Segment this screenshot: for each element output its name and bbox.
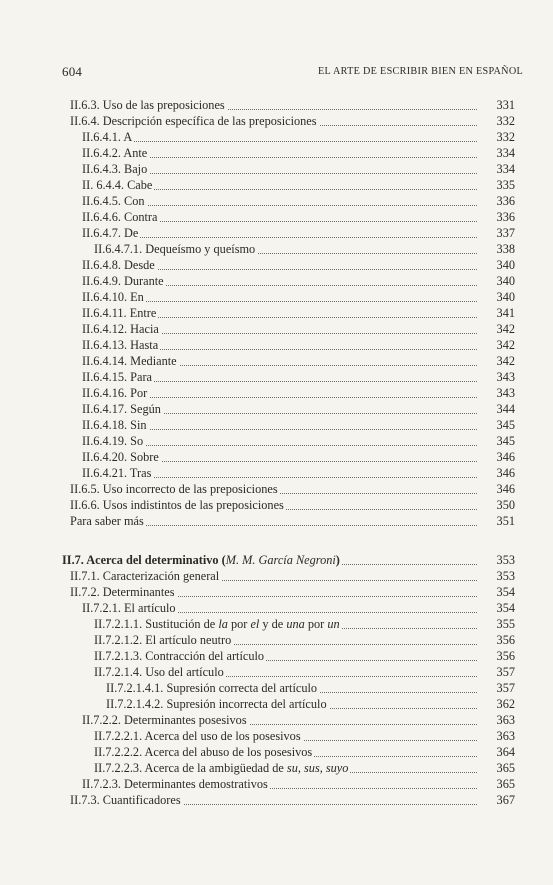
toc-entry-title: II.7.2.2.1. Acerca del uso de los posesivos <box>94 729 301 743</box>
toc-entry-title: II.7.2. Determinantes <box>70 585 175 599</box>
toc-entry-page: 345 <box>496 418 515 432</box>
toc-entry-page: 363 <box>496 729 515 743</box>
toc-entry <box>0 337 553 353</box>
toc-entry-title-italic: el <box>250 617 260 631</box>
toc-entry-title: II.7.3. Cuantificadores <box>70 793 181 807</box>
toc-entry <box>0 632 553 648</box>
toc-entry-page: 335 <box>496 178 515 192</box>
toc-entry-title: II.6.4.1. A <box>82 130 133 144</box>
toc-entry <box>0 584 553 600</box>
toc-entry-title-italic: M. M. García Negroni <box>225 553 336 567</box>
toc-entry-title: Para saber más <box>70 514 144 528</box>
toc-entry-title: II.6.4.6. Contra <box>82 210 158 224</box>
toc-entry-title <box>94 616 342 632</box>
toc-entry <box>0 792 553 808</box>
toc-entry <box>0 465 553 481</box>
toc-entry <box>0 145 553 161</box>
toc-entry-title-italic: la <box>218 617 228 631</box>
toc-entry-page: 367 <box>496 793 515 807</box>
toc-entry-page: 342 <box>496 354 515 368</box>
toc-entry <box>0 481 553 497</box>
toc-entry-page: 336 <box>496 194 515 208</box>
toc-entry-title: II.7.2.1.2. El artículo neutro <box>94 633 232 647</box>
toc-entry-title <box>94 760 350 776</box>
toc-entry <box>0 600 553 616</box>
toc-entry <box>0 305 553 321</box>
toc-entry-title: II.6.4.11. Entre <box>82 306 157 320</box>
toc-entry-title-part: II.7.2.1.1. Sustitución de <box>94 617 219 631</box>
toc-entry-page: 344 <box>496 402 515 416</box>
toc-entry-title: II.6.4.3. Bajo <box>82 162 148 176</box>
toc-entry-page: 364 <box>496 745 515 759</box>
toc-entry-title: II.7.2.1.4.2. Supresión incorrecta del artículo <box>106 697 327 711</box>
toc-entry-title: II. 6.4.4. Cabe <box>82 178 153 192</box>
toc-entry-title: II.6.4.8. Desde <box>82 258 155 272</box>
toc-entry <box>0 353 553 369</box>
toc-entry <box>0 449 553 465</box>
toc-entry-page: 346 <box>496 466 515 480</box>
toc-entry-page: 351 <box>496 514 515 528</box>
toc-entry-title: II.6.4.2. Ante <box>82 146 148 160</box>
toc-entry <box>0 616 553 632</box>
toc-entry-title: II.6.4.15. Para <box>82 370 153 384</box>
toc-entry-page: 354 <box>496 601 515 615</box>
toc-entry <box>0 648 553 664</box>
toc-entry-title: II.7.2.1.3. Contracción del artículo <box>94 649 265 663</box>
toc-entry-title: II.7.2.3. Determinantes demostrativos <box>82 777 268 791</box>
toc-entry-title: II.6.4.12. Hacia <box>82 322 159 336</box>
toc-entry <box>0 417 553 433</box>
toc-entry <box>0 257 553 273</box>
toc-entry-page: 331 <box>496 98 515 112</box>
toc-entry-title-part: II.7.2.2.3. Acerca de la ambigüedad de <box>94 761 287 775</box>
toc-entry <box>0 129 553 145</box>
toc-entry-page: 355 <box>496 617 515 631</box>
toc-entry-title: II.6.4.17. Según <box>82 402 161 416</box>
toc-entry-title-italic: su, sus, suyo <box>286 761 349 775</box>
toc-entry-page: 337 <box>496 226 515 240</box>
toc-entry-page: 357 <box>496 681 515 695</box>
toc-entry-title: II.7.2.1. El artículo <box>82 601 176 615</box>
toc-entry-title: II.7.1. Caracterización general <box>70 569 220 583</box>
toc-entry <box>0 552 553 568</box>
toc-entry-page: 346 <box>496 482 515 496</box>
toc-entry-title-part: II.7. Acerca del determinativo ( <box>62 553 226 567</box>
toc-entry-page: 343 <box>496 386 515 400</box>
toc-entry <box>0 209 553 225</box>
toc-entry-page: 353 <box>496 553 515 567</box>
toc-entry-page: 343 <box>496 370 515 384</box>
toc-entry-title: II.6.4.13. Hasta <box>82 338 159 352</box>
toc-entry <box>0 401 553 417</box>
toc-entry <box>0 696 553 712</box>
toc-entry <box>0 513 553 529</box>
toc-entry <box>0 728 553 744</box>
toc-entry-title <box>62 552 342 568</box>
dot-leader <box>82 141 477 142</box>
running-head: EL ARTE DE ESCRIBIR BIEN EN ESPAÑOL <box>318 66 523 77</box>
toc-entry-title: II.6.4.7.1. Dequeísmo y queísmo <box>94 242 256 256</box>
toc-entry-title: II.6.6. Usos indistintos de las preposiciones <box>70 498 284 512</box>
toc-entry <box>0 433 553 449</box>
toc-entry <box>0 161 553 177</box>
toc-entry-title: II.7.2.2.2. Acerca del abuso de los posesivos <box>94 745 313 759</box>
toc-entry-title-part: y de <box>259 617 287 631</box>
toc-entry-title: II.6.4.18. Sin <box>82 418 147 432</box>
toc-entry-page: 365 <box>496 777 515 791</box>
toc-entry <box>0 321 553 337</box>
toc-entry <box>0 664 553 680</box>
toc-entry-title: II.7.2.1.4. Uso del artículo <box>94 665 224 679</box>
toc-entry-title: II.6.4.20. Sobre <box>82 450 159 464</box>
dot-leader <box>82 237 477 238</box>
toc-entry-page: 334 <box>496 162 515 176</box>
toc-entry-title: II.7.2.2. Determinantes posesivos <box>82 713 247 727</box>
toc-entry <box>0 273 553 289</box>
toc-entry <box>0 193 553 209</box>
toc-entry <box>0 225 553 241</box>
toc-entry <box>0 712 553 728</box>
toc-entry <box>0 289 553 305</box>
toc-entry-title-part: por <box>227 617 251 631</box>
toc-entry <box>0 97 553 113</box>
toc-entry-title: II.7.2.1.4.1. Supresión correcta del artículo <box>106 681 318 695</box>
toc-entry-page: 353 <box>496 569 515 583</box>
toc-entry-page: 356 <box>496 633 515 647</box>
toc-entry <box>0 241 553 257</box>
toc-entry-page: 350 <box>496 498 515 512</box>
toc-entry-title: II.6.3. Uso de las preposiciones <box>70 98 225 112</box>
toc-entry-page: 332 <box>496 114 515 128</box>
toc-entry-page: 354 <box>496 585 515 599</box>
toc-entry-page: 346 <box>496 450 515 464</box>
toc-entry-title: II.6.4.9. Durante <box>82 274 164 288</box>
toc-entry-title: II.6.4. Descripción específica de las preposiciones <box>70 114 317 128</box>
toc-entry-page: 334 <box>496 146 515 160</box>
toc-entry-page: 362 <box>496 697 515 711</box>
toc-entry <box>0 568 553 584</box>
toc-entry-title: II.6.4.7. De <box>82 226 139 240</box>
toc-entry-page: 341 <box>496 306 515 320</box>
toc-entry-page: 357 <box>496 665 515 679</box>
toc-entry-title: II.6.4.19. So <box>82 434 144 448</box>
toc-entry-title: II.6.4.14. Mediante <box>82 354 177 368</box>
toc-entry-page: 356 <box>496 649 515 663</box>
toc-entry-page: 340 <box>496 290 515 304</box>
toc-entry-page: 340 <box>496 274 515 288</box>
toc-entry-page: 342 <box>496 322 515 336</box>
toc-entry <box>0 177 553 193</box>
toc-entry-title: II.6.4.21. Tras <box>82 466 152 480</box>
toc-entry <box>0 744 553 760</box>
toc-entry-page: 345 <box>496 434 515 448</box>
toc-entry-page: 332 <box>496 130 515 144</box>
toc-entry <box>0 497 553 513</box>
toc-entry-title-italic: un <box>327 617 340 631</box>
toc-entry <box>0 369 553 385</box>
toc-entry <box>0 385 553 401</box>
toc-entry-title: II.6.4.16. Por <box>82 386 148 400</box>
toc-entry-page: 338 <box>496 242 515 256</box>
page-number: 604 <box>62 64 83 79</box>
toc-entry-page: 336 <box>496 210 515 224</box>
toc-entry-title-part: por <box>304 617 328 631</box>
toc-entry-title-italic: una <box>286 617 305 631</box>
toc-entry-page: 363 <box>496 713 515 727</box>
toc-entry <box>0 680 553 696</box>
toc-entry-title-part: ) <box>335 553 340 567</box>
toc-entry <box>0 113 553 129</box>
toc-entry-page: 342 <box>496 338 515 352</box>
toc-entry <box>0 760 553 776</box>
toc-entry-title: II.6.4.10. En <box>82 290 144 304</box>
toc-entry <box>0 776 553 792</box>
toc-entry-title: II.6.4.5. Con <box>82 194 145 208</box>
toc-entry-page: 340 <box>496 258 515 272</box>
toc-entry-page: 365 <box>496 761 515 775</box>
toc-entry-title: II.6.5. Uso incorrecto de las preposiciones <box>70 482 278 496</box>
